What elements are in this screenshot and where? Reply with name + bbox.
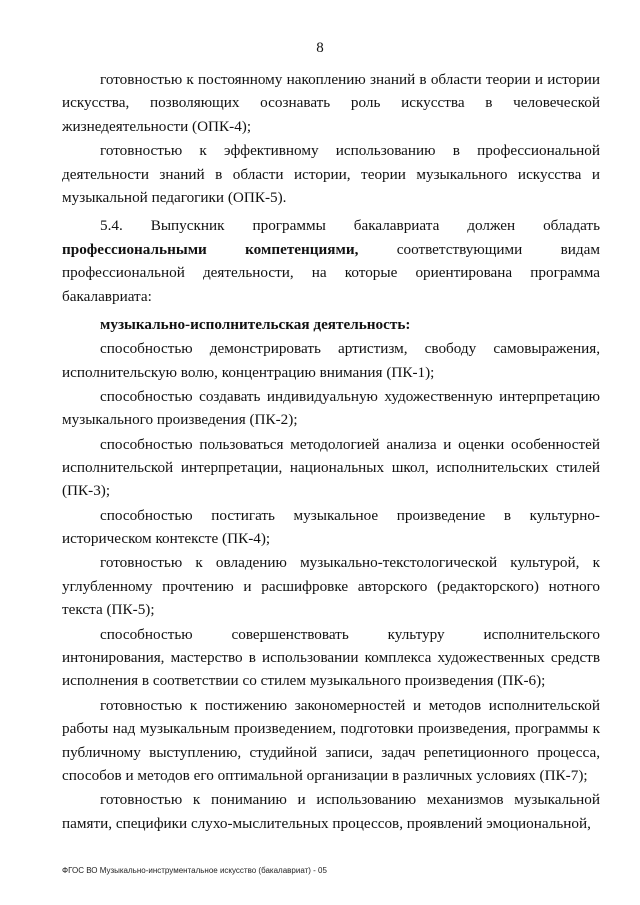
paragraph-opk-5: готовностью к эффективному использованию в профессиональной деятельности знаний в области истории, теории музыкального искусства и музыкальной педагогики (ОПК-5). (62, 142, 600, 206)
competency-pk-5: готовностью к овладению музыкально-текстологической культурой, к углубленному прочтению и расшифровке авторского (редакторского) нотного текста (ПК-5); (62, 554, 600, 619)
competency-pk-2: способностью создавать индивидуальную художественную интерпретацию музыкального произведения (ПК-2); (62, 387, 600, 429)
section-5-4 (62, 214, 600, 308)
section-5-4-bold: профессиональными компетенциями, (62, 240, 359, 258)
competency-pk-4: способностью постигать музыкальное произведение в культурно-историческом контексте (ПК-4); (62, 506, 600, 548)
competency-pk-6: способностью совершенствовать культуру исполнительского интонирования, мастерство в использовании комплекса художественных средств исполнения в соответствии со стилем музыкального произведения (ПК-6); (62, 625, 600, 690)
section-5-4-intro: 5.4. Выпускник программы бакалавриата должен обладать (100, 217, 600, 235)
competency-pk-1: способностью демонстрировать артистизм, свободу самовыражения, исполнительскую волю, концентрацию внимания (ПК-1); (62, 340, 600, 381)
competency-pk-3: способностью пользоваться методологией анализа и оценки особенностей исполнительской интерпретации, национальных школ, исполнительских стилей (ПК-3); (62, 435, 600, 500)
competency-pk-7: готовностью к постижению закономерностей и методов исполнительской работы над музыкальным произведением, подготовки произведения, программы к публичному выступлению, студийной записи, задач репетиционного процесса, способов и методов его оптимальной организации в различных условиях (ПК-7); (62, 696, 600, 784)
subheading-activity: музыкально-исполнительская деятельность: (100, 315, 411, 333)
paragraph-opk-4: готовностью к постоянному накоплению знаний в области теории и истории искусства, позволяющих осознавать роль искусства в человеческой жизнедеятельности (ОПК-4); (62, 71, 600, 135)
section-5-4-rest: соответствующими видам профессиональной деятельности, на которые ориентирована программа бакалавриата: (62, 240, 600, 305)
page-number: 8 (316, 40, 324, 56)
document-footer: ФГОС ВО Музыкально-инструментальное искусство (бакалавриат) - 05 (62, 866, 327, 875)
competency-pk-8: готовностью к пониманию и использованию механизмов музыкальной памяти, специфики слухо-мыслительных процессов, проявлений эмоциональной, (62, 791, 600, 832)
document-body (62, 68, 600, 836)
